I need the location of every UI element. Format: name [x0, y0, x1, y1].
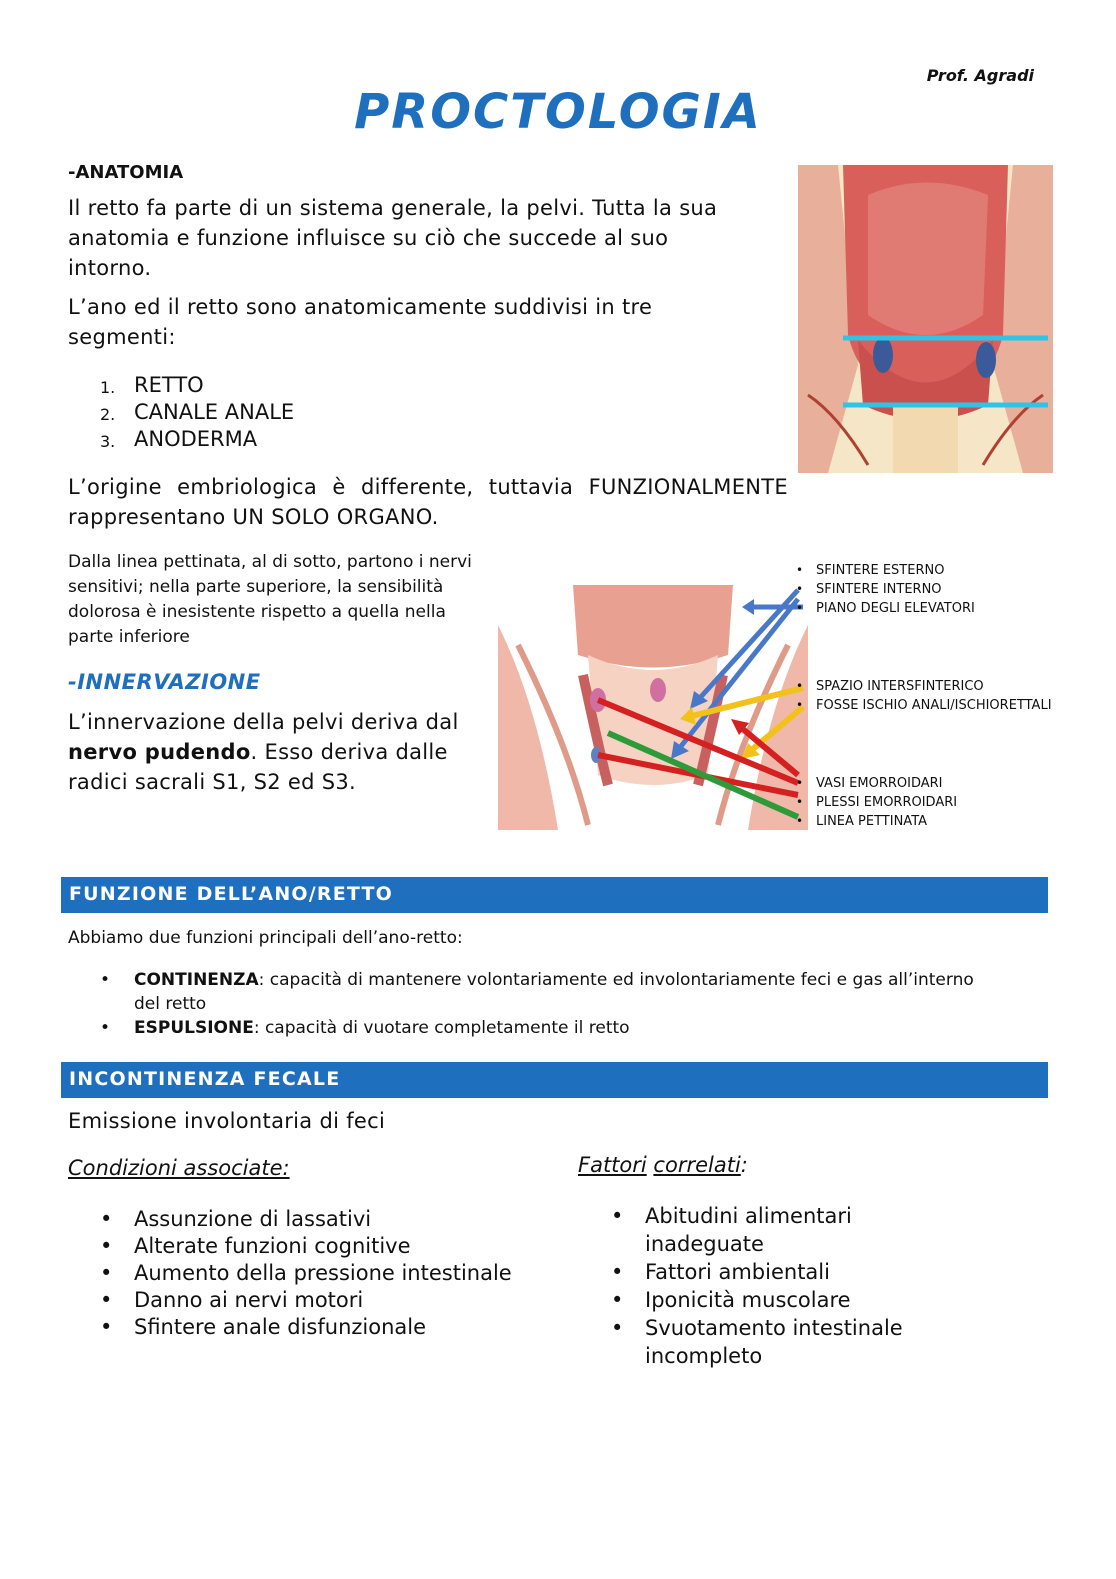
list-item: 2. CANALE ANALE [100, 400, 295, 424]
segments-list [100, 372, 294, 453]
list-item: • Assunzione di lassativi [100, 1207, 372, 1231]
section-bar-funzione: FUNZIONE DELL’ANO/RETTO [61, 877, 1048, 913]
page-title: PROCTOLOGIA [354, 84, 762, 140]
anatomia-paragraph-2: L’ano ed il retto sono anatomicamente suddivisi in tre segmenti: [68, 295, 653, 349]
list-item: • Sfintere anale disfunzionale [100, 1315, 427, 1339]
list-item: • CONTINENZA: capacità di mantenere volontariamente ed involontariamente feci e gas all’interno del retto [100, 970, 974, 1014]
section-bar-incontinenza: INCONTINENZA FECALE [61, 1062, 1048, 1098]
condizioni-heading: Condizioni associate: [68, 1156, 290, 1180]
anal-canal-diagram [498, 585, 808, 830]
anatomia-paragraph-3: L’origine embriologica è differente, tuttavia FUNZIONALMENTE rappresentano UN SOLO ORGANO. [68, 475, 788, 529]
innervazione-heading: -INNERVAZIONE [68, 670, 261, 694]
rectum-anatomy-illustration [798, 165, 1053, 473]
fattori-heading: Fattori correlati: [578, 1153, 748, 1177]
list-item: • Alterate funzioni cognitive [100, 1234, 411, 1258]
list-item: • Svuotamento intestinale incompleto [611, 1316, 903, 1368]
author: Prof. Agradi [926, 66, 1034, 85]
innervazione-paragraph: L’innervazione della pelvi deriva dal nervo pudendo. Esso deriva dalle radici sacrali S1, S2 ed S3. [68, 710, 459, 794]
anatomia-paragraph-1: Il retto fa parte di un sistema generale, la pelvi. Tutta la sua anatomia e funzione influisce su ciò che succede al suo intorno. [68, 196, 718, 280]
funzione-intro: Abbiamo due funzioni principali dell’ano-retto: [68, 928, 463, 948]
list-item: 3. ANODERMA [100, 427, 258, 451]
anatomia-heading: -ANATOMIA [68, 162, 184, 183]
funzione-list [100, 968, 980, 1040]
incontinenza-definition: Emissione involontaria di feci [68, 1109, 386, 1133]
fattori-list [611, 1202, 911, 1370]
condizioni-list [100, 1206, 560, 1341]
list-item: 1. RETTO [100, 373, 204, 397]
linea-pettinata-paragraph: Dalla linea pettinata, al di sotto, partono i nervi sensitivi; nella parte superiore, la sensibilità dolorosa è inesistente rispetto a quella nella parte inferiore [68, 552, 472, 647]
list-item: • Aumento della pressione intestinale [100, 1261, 512, 1285]
list-item: • Iponicità muscolare [611, 1288, 851, 1312]
list-item: • Danno ai nervi motori [100, 1288, 364, 1312]
list-item: • Fattori ambientali [611, 1260, 830, 1284]
list-item: • ESPULSIONE: capacità di vuotare completamente il retto [100, 1018, 630, 1038]
list-item: • Abitudini alimentari inadeguate [611, 1204, 852, 1256]
